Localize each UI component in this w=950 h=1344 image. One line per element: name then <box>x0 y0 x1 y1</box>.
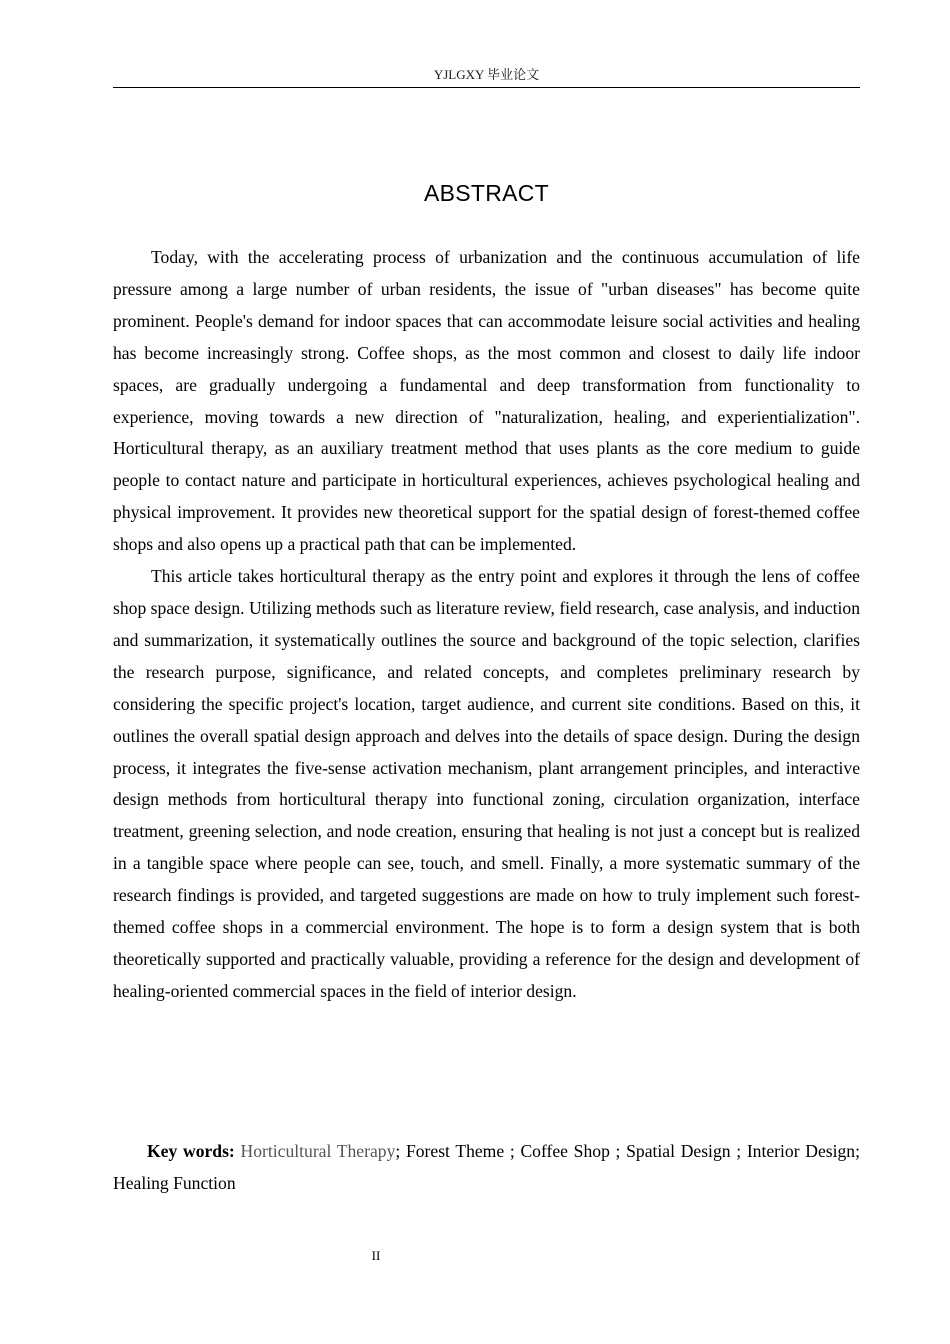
keywords-label: Key words: <box>147 1141 235 1161</box>
running-header: YJLGXY 毕业论文 <box>433 67 540 82</box>
keywords-rest: ; Forest Theme ; Coffee Shop ; Spatial Design ; Interior Design; Healing Function <box>113 1141 860 1193</box>
abstract-title: ABSTRACT <box>423 180 550 206</box>
keywords-line <box>113 1136 860 1200</box>
page-number: II <box>371 1248 381 1263</box>
abstract-paragraph-1: Today, with the accelerating process of urbanization and the continuous accumulation of life pressure among a large number of urban residents, the issue of "urban diseases" has become quite prominent. People's demand for indoor spaces that can accommodate leisure social activities and healing has become increasingly strong. Coffee shops, as the most common and closest to daily life indoor spaces, are gradually undergoing a fundamental and deep transformation from functionality to experience, moving towards a new direction of "naturalization, healing, and experientialization". Horticultural therapy, as an auxiliary treatment method that uses plants as the core medium to guide people to contact nature and participate in horticultural experiences, achieves psychological healing and physical improvement. It provides new theoretical support for the spatial design of forest-themed coffee shops and also opens up a practical path that can be implemented. <box>113 247 860 555</box>
header-rule <box>113 87 860 88</box>
abstract-paragraph-2: This article takes horticultural therapy as the entry point and explores it through the lens of coffee shop space design. Utilizing methods such as literature review, field research, case analysis, and induction and summarization, it systematically outlines the source and background of the topic selection, clarifies the research purpose, significance, and related concepts, and completes preliminary research by considering the specific project's location, target audience, and current site conditions. Based on this, it outlines the overall spatial design approach and delves into the details of space design. During the design process, it integrates the five-sense activation mechanism, plant arrangement principles, and interactive design methods from horticultural therapy into functional zoning, circulation organization, interface treatment, greening selection, and node creation, ensuring that healing is not just a concept but is realized in a tangible space where people can see, touch, and smell. Finally, a more systematic summary of the research findings is provided, and targeted suggestions are made on how to truly implement such forest-themed coffee shops in a commercial environment. The hope is to form a design system that is both theoretically supported and practically valuable, providing a reference for the design and development of healing-oriented commercial spaces in the field of interior design. <box>113 566 860 1001</box>
keyword-horticultural-therapy: Horticultural Therapy <box>240 1141 396 1161</box>
abstract-body <box>113 242 860 1008</box>
